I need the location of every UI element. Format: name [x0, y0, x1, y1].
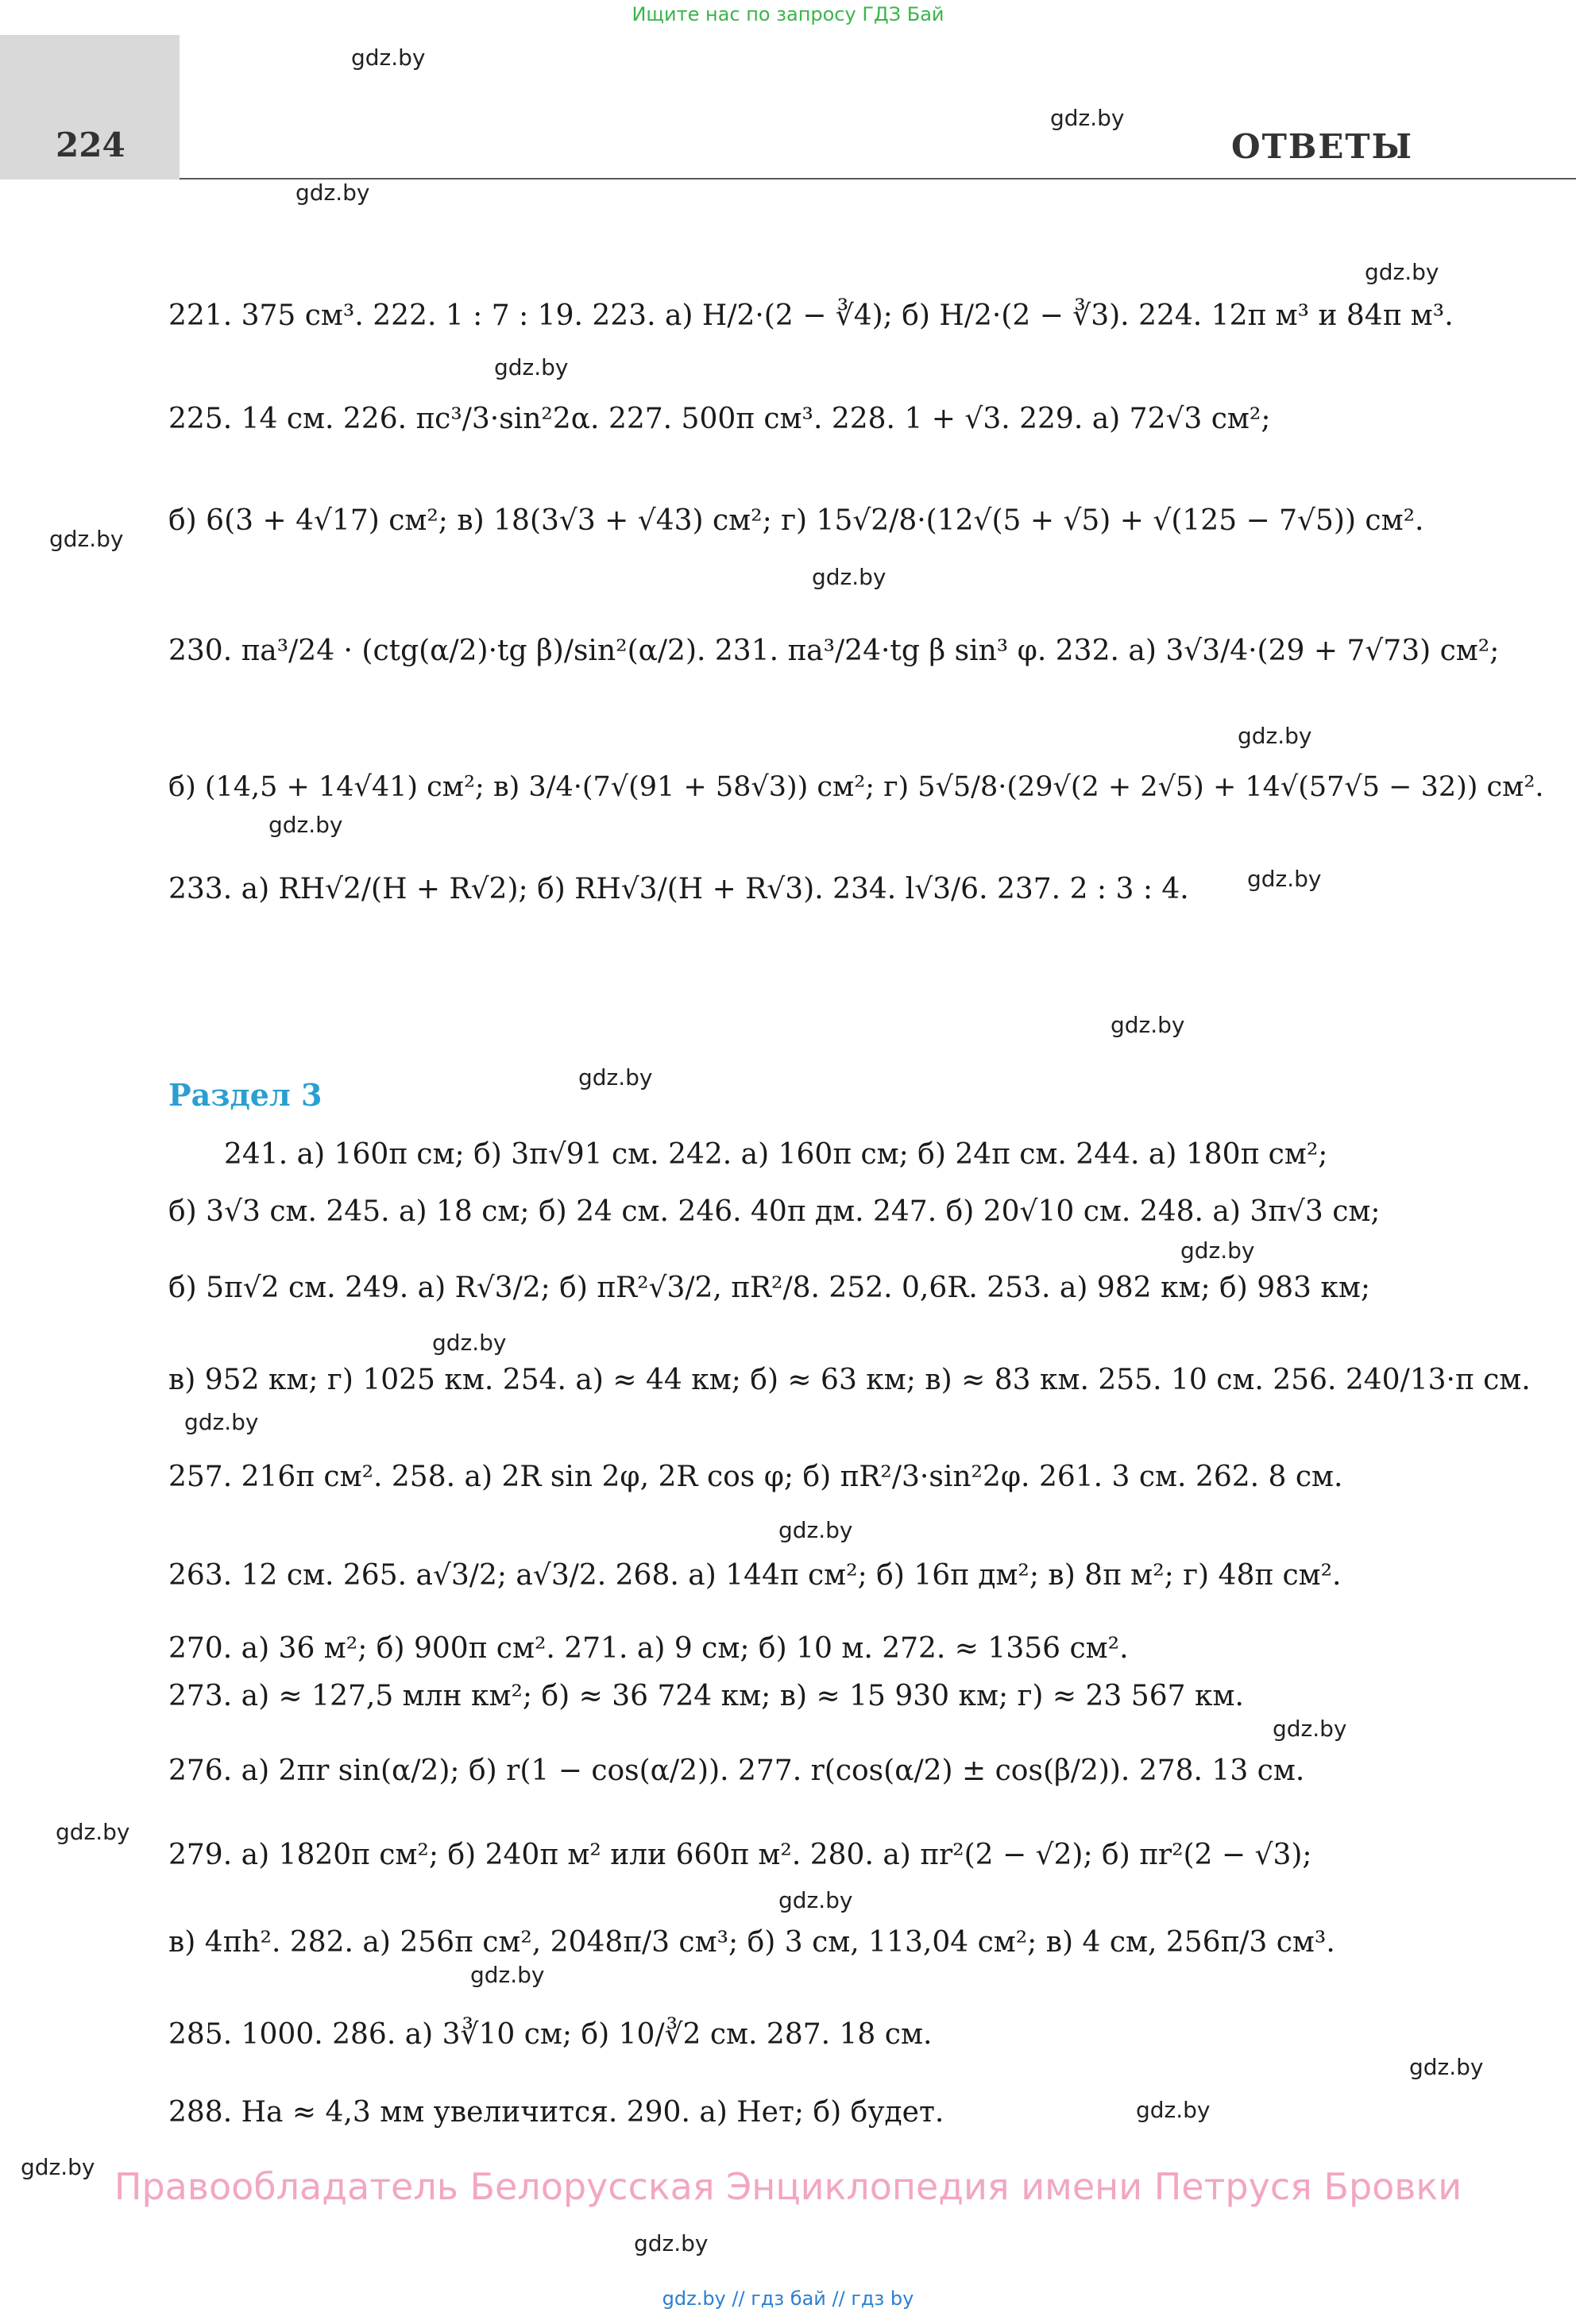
watermark: gdz.by	[351, 44, 426, 71]
watermark: gdz.by	[778, 1517, 853, 1543]
running-title: ОТВЕТЫ	[1231, 127, 1414, 166]
answer-line: б) (14,5 + 14√41) см²; в) 3/4·(7√(91 + 58√3)) см²; г) 5√5/8·(29√(2 + 2√5) + 14√(57√5 − 32)) см².	[168, 771, 1544, 803]
answer-line: 225. 14 см. 226. πc³/3·sin²2α. 227. 500π см³. 228. 1 + √3. 229. а) 72√3 см²;	[168, 403, 1271, 435]
section-title: Раздел 3	[168, 1077, 323, 1113]
answer-line: 285. 1000. 286. а) 3∛10 см; б) 10/∛2 см. 287. 18 см.	[168, 2018, 933, 2051]
watermark: gdz.by	[296, 180, 370, 206]
watermark: gdz.by	[432, 1330, 507, 1356]
watermark: gdz.by	[1238, 723, 1312, 749]
top-banner: Ищите нас по запросу ГДЗ Бай	[632, 3, 944, 25]
answer-line: 263. 12 см. 265. a√3/2; a√3/2. 268. а) 144π см²; б) 16π дм²; в) 8π м²; г) 48π см².	[168, 1559, 1342, 1592]
answer-line: б) 5π√2 см. 249. а) R√3/2; б) πR²√3/2, πR²/8. 252. 0,6R. 253. а) 982 км; б) 983 км;	[168, 1272, 1370, 1304]
watermark: gdz.by	[578, 1064, 653, 1091]
answer-line: в) 4πh². 282. а) 256π см², 2048π/3 см³; б) 3 см, 113,04 см²; в) 4 см, 256π/3 см³.	[168, 1926, 1335, 1959]
answer-line: 273. а) ≈ 127,5 млн км²; б) ≈ 36 724 км; в) ≈ 15 930 км; г) ≈ 23 567 км.	[168, 1680, 1244, 1712]
answer-line: 233. а) RH√2/(H + R√2); б) RH√3/(H + R√3). 234. l√3/6. 237. 2 : 3 : 4.	[168, 873, 1189, 905]
answer-line: б) 3√3 см. 245. а) 18 см; б) 24 см. 246. 40π дм. 247. б) 20√10 см. 248. а) 3π√3 см;	[168, 1195, 1381, 1228]
answer-line: б) 6(3 + 4√17) см²; в) 18(3√3 + √43) см²; г) 15√2/8·(12√(5 + √5) + √(125 − 7√5)) см².	[168, 504, 1424, 537]
watermark: gdz.by	[1111, 1012, 1185, 1038]
answer-line: 221. 375 см³. 222. 1 : 7 : 19. 223. а) H/2·(2 − ∛4); б) H/2·(2 − ∛3). 224. 12π м³ и 84π м³.	[168, 299, 1454, 332]
watermark: gdz.by	[1409, 2054, 1484, 2080]
watermark: gdz.by	[1180, 1237, 1255, 1264]
watermark: gdz.by	[1247, 866, 1322, 892]
answer-line: 279. а) 1820π см²; б) 240π м² или 660π м². 280. а) πr²(2 − √2); б) πr²(2 − √3);	[168, 1839, 1312, 1871]
answer-line: 276. а) 2πr sin(α/2); б) r(1 − cos(α/2)). 277. r(cos(α/2) ± cos(β/2)). 278. 13 см.	[168, 1755, 1305, 1787]
watermark: gdz.by	[494, 354, 569, 380]
watermark: gdz.by	[56, 1819, 130, 1845]
answer-line: 288. На ≈ 4,3 мм увеличится. 290. а) Нет; б) будет.	[168, 2096, 944, 2129]
watermark: gdz.by	[778, 1887, 853, 1913]
footer-links[interactable]: gdz.by // гдз бай // гдз by	[662, 2287, 914, 2310]
watermark: gdz.by	[49, 526, 124, 552]
watermark: gdz.by	[1273, 1716, 1347, 1742]
watermark: gdz.by	[1050, 105, 1125, 131]
answer-line: 241. а) 160π см; б) 3π√91 см. 242. а) 160π см; б) 24π см. 244. а) 180π см²;	[224, 1138, 1328, 1171]
watermark: gdz.by	[470, 1962, 545, 1988]
answer-line: 270. а) 36 м²; б) 900π см². 271. а) 9 см; б) 10 м. 272. ≈ 1356 см².	[168, 1632, 1129, 1665]
watermark: gdz.by	[21, 2154, 95, 2180]
watermark: gdz.by	[268, 812, 343, 838]
header-rule	[180, 178, 1576, 180]
answer-line: 230. πa³/24 · (ctg(α/2)·tg β)/sin²(α/2). 231. πa³/24·tg β sin³ φ. 232. а) 3√3/4·(29 + 7√73) см²;	[168, 635, 1500, 667]
answer-line: в) 952 км; г) 1025 км. 254. а) ≈ 44 км; б) ≈ 63 км; в) ≈ 83 км. 255. 10 см. 256. 240/13·π см.	[168, 1364, 1531, 1396]
watermark: gdz.by	[634, 2230, 709, 2256]
watermark: gdz.by	[1365, 259, 1439, 285]
answer-line: 257. 216π см². 258. а) 2R sin 2φ, 2R cos φ; б) πR²/3·sin²2φ. 261. 3 см. 262. 8 см.	[168, 1461, 1343, 1493]
copyright-notice: Правообладатель Белорусская Энциклопедия имени Петруся Бровки	[114, 2165, 1462, 2208]
watermark: gdz.by	[1136, 2097, 1211, 2123]
watermark: gdz.by	[812, 564, 886, 590]
watermark: gdz.by	[184, 1409, 259, 1435]
page-number: 224	[56, 125, 126, 164]
